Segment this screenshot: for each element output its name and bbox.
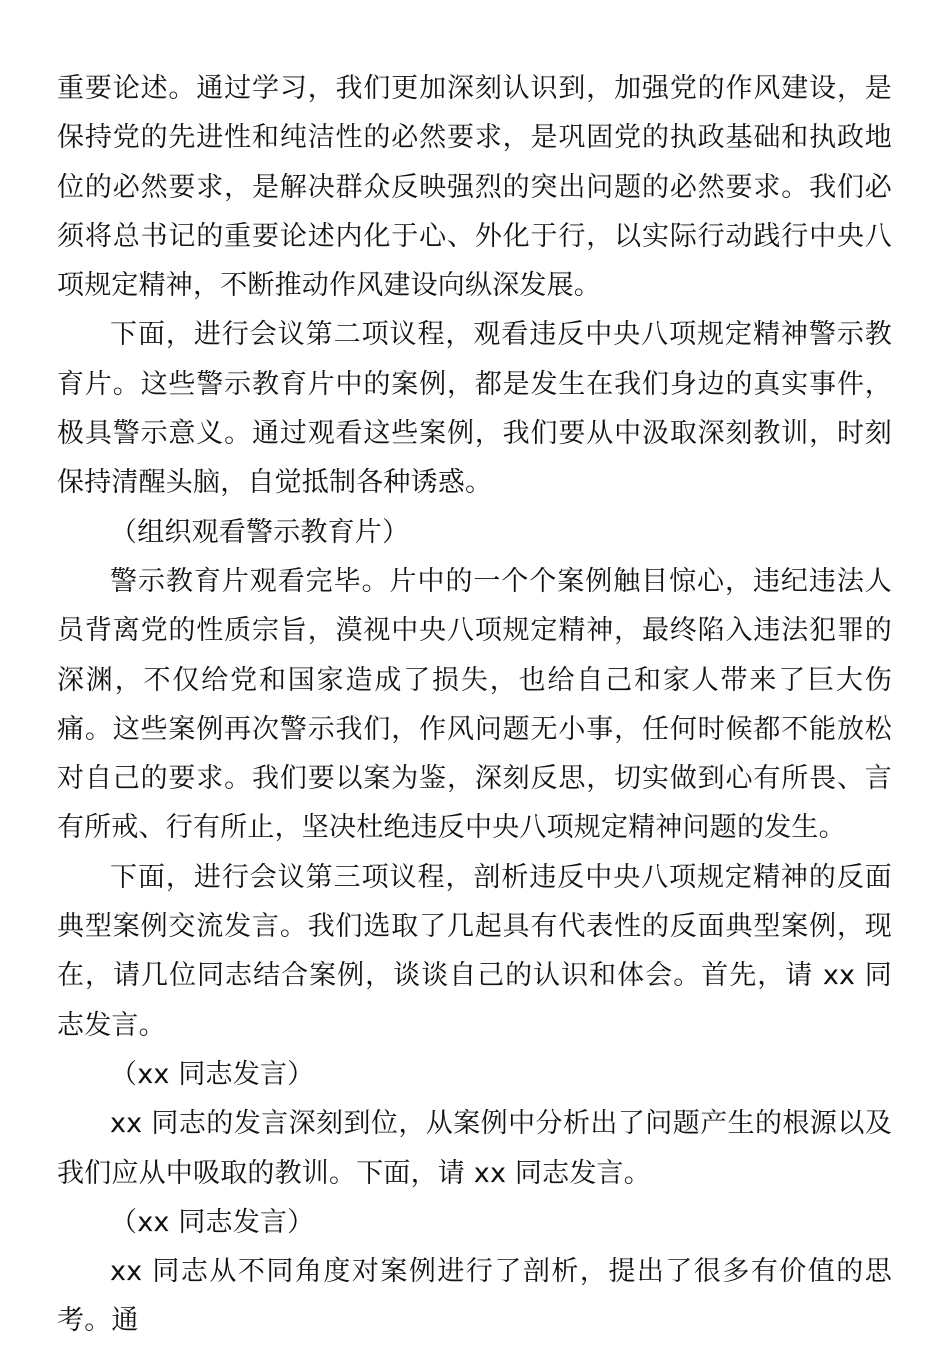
paragraph-continuation: 重要论述。通过学习，我们更加深刻认识到，加强党的作风建设，是保持党的先进性和纯洁性的必然要求，是巩固党的执政基础和执政地位的必然要求，是解决群众反映强烈的突出问题的必然要求。我们必须将总书记的重要论述内化于心、外化于行，以实际行动践行中央八项规定精神，不断推动作风建设向纵深发展。 [57, 73, 892, 302]
paragraph-agenda-three: 下面，进行会议第三项议程，剖析违反中央八项规定精神的反面典型案例交流发言。我们选取了几起具有代表性的反面典型案例，现在，请几位同志结合案例，谈谈自己的认识和体会。首先，请 xx 同志发言。 [57, 861, 892, 1041]
note-watch-video: （组织观看警示教育片） [110, 516, 410, 548]
paragraph-video-reflection: 警示教育片观看完毕。片中的一个个案例触目惊心，违纪违法人员背离党的性质宗旨，漠视中央八项规定精神，最终陷入违法犯罪的深渊，不仅给党和国家造成了损失，也给自己和家人带来了巨大伤痛。这些案例再次警示我们，作风问题无小事，任何时候都不能放松对自己的要求。我们要以案为鉴，深刻反思，切实做到心有所畏、言有所戒、行有所止，坚决杜绝违反中央八项规定精神问题的发生。 [57, 565, 892, 844]
note-first-speaker: （xx 同志发言） [110, 1058, 315, 1090]
paragraph-agenda-two: 下面，进行会议第二项议程，观看违反中央八项规定精神警示教育片。这些警示教育片中的案例，都是发生在我们身边的真实事件，极具警示意义。通过观看这些案例，我们要从中汲取深刻教训，时刻保持清醒头脑，自觉抵制各种诱惑。 [57, 319, 892, 499]
paragraph-first-speaker-comment: xx 同志的发言深刻到位，从案例中分析出了问题产生的根源以及我们应从中吸取的教训。下面，请 xx 同志发言。 [57, 1108, 892, 1189]
document-body [57, 64, 892, 1346]
note-second-speaker: （xx 同志发言） [110, 1206, 315, 1238]
paragraph-second-speaker-comment: xx 同志从不同角度对案例进行了剖析，提出了很多有价值的思考。通 [57, 1256, 892, 1337]
